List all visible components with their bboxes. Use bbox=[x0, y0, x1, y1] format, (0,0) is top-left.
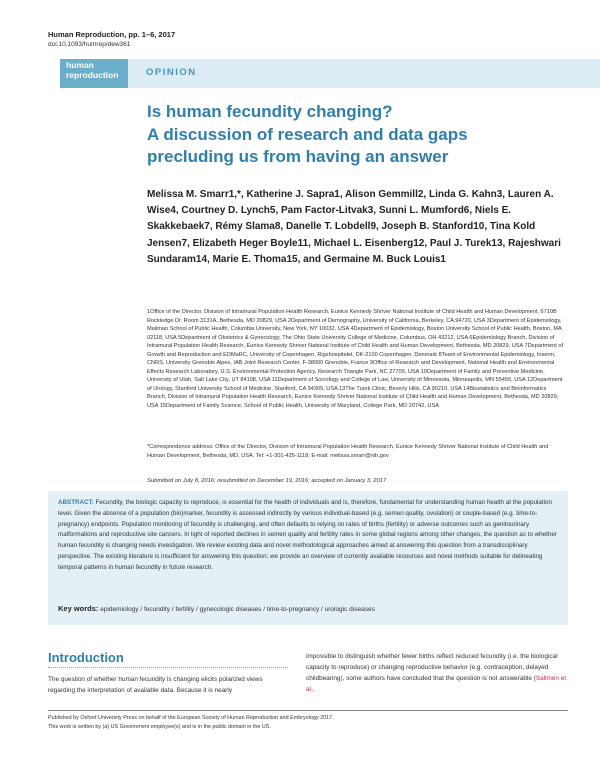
logo-line-1: human bbox=[66, 60, 94, 70]
citation-link[interactable]: Sallmén et al., bbox=[306, 675, 567, 694]
title-line-2: A discussion of research and data gaps bbox=[147, 124, 468, 144]
introduction-heading: Introduction bbox=[48, 650, 124, 665]
correspondence: *Correspondence address: Office of the Director, Division of Intramural Population Health Research, Eunice Kennedy Shriver National Institute of Child Health and Human Development, Bethesda, MD, USA. Tel: +1-301-435-1118; E-mail: melissa.smarr@nih.gov bbox=[147, 444, 549, 459]
title-line-3: precluding us from having an answer bbox=[147, 147, 449, 166]
abstract-text: Fecundity, the biologic capacity to reproduce, is essential for the health of individuals and is, therefore, fundamental for understanding human health at the population level. Given the absence of a population (bio)marker, fecundity is assessed indirectly by various individual-based (e.g. semen quality, ovulation) or couple-based (e.g. time-to-pregnancy) endpoints. Population monitoring of fecundity is challenging, and often defaults to relying on rates of births (fertility) or adverse outcomes such as genitourinary malformations and reproductive site cancers. In light of reported declines in semen quality and fertility rates in some global regions among other changes, the question as to whether human fecundity is changing needs investigation. We review existing data and novel methodological approaches aimed at answering this question from a transdisciplinary perspective. The existing literature is insufficient for answering this question; we provide an overview of currently available resources and novel methods suitable for delineating temporal patterns in human fecundity in future research. bbox=[58, 499, 557, 571]
journal-citation: Human Reproduction, pp. 1–6, 2017 bbox=[48, 30, 176, 39]
introduction-right-column bbox=[306, 651, 568, 695]
keywords bbox=[58, 604, 560, 613]
logo-line-2: reproduction bbox=[66, 69, 119, 80]
title-line-1: Is human fecundity changing? bbox=[147, 102, 393, 121]
journal-logo-text bbox=[66, 61, 118, 80]
footer bbox=[48, 714, 568, 731]
abstract bbox=[58, 498, 560, 574]
introduction-right-text: impossible to distinguish whether fewer births reflect reduced fecundity (i.e. the biological capacity to reproduce) or changing reproductive behavior (e.g. contraception, delayed childbearing), some authors have concluded that the question is not answerable ( bbox=[306, 653, 558, 683]
introduction-divider bbox=[48, 667, 288, 668]
footer-divider bbox=[48, 710, 568, 711]
abstract-label: ABSTRACT: bbox=[58, 499, 94, 506]
author-list: Melissa M. Smarr1,*, Katherine J. Sapra1, Alison Gemmill2, Linda G. Kahn3, Lauren A. Wise4, Courtney D. Lynch5, Pam Factor-Litvak3, Sunni L. Mumford6, Niels E. Skakkebaek7, Rémy Slama8, Danelle T. Lobdell9, Joseph B. Stanford10, Tina Kold Jensen7, Elizabeth Heger Boyle11, Michael L. Eisenberg12, Paul J. Turek13, Rajeshwari Sundaram14, Marie E. Thoma15, and Germaine M. Buck Louis1 bbox=[147, 189, 561, 265]
submission-dates: Submitted on July 8, 2016; resubmitted on December 19, 2016; accepted on January 3, 2017 bbox=[147, 478, 387, 484]
footer-publisher: Published by Oxford University Press on behalf of the European Society of Human Reproduction and Embryology 2017. bbox=[48, 715, 334, 721]
affiliations: 1Office of the Director, Division of Intramural Population Health Research, Eunice Kennedy Shriver National Institute of Child Health and Human Development, 6710B Rockledge Dr. Room 3131A, Bethesda, MD 20829, USA 2Department of Demography, University of California, Berkeley, CA 94720, USA 3Department of Epidemiology, Mailman School of Public Health, Columbia University, New York, NY 10032, USA 4Department of Epidemiology, Boston University School of Public Health, Boston, MA 02118, USA 5Department of Obstetrics & Gynecology, The Ohio State University College of Medicine, Columbus, OH 43212, USA 6Epidemiology Branch, Division of Intramural Population Health Research, Eunice Kennedy Shriver National Institute of Child Health and Human Development, Bethesda, MD 20829, USA 7Department of Growth and Reproduction and EDMaRC, University of Copenhagen, Rigshospitalet, DK-2100 Copenhagen, Denmark 8Team of Environmental Epidemiology, Inserm, CNRS, University Grenoble Alpes, IAB Joint Research Center, F-38000 Grenoble, France 9Office of Research and Development, National Health and Environmental Effects Research Laboratory, U.S. Environmental Protection Agency, Research Triangle Park, NC 27709, USA 10Department of Family and Preventive Medicine, University of Utah, Salt Lake City, UT 84108, USA 11Department of Sociology and College of Law, University of Minnesota, Minneapolis, MN 55455, USA 12Department of Urology, Stanford University School of Medicine, Stanford, CA 94305, USA 13The Turek Clinic, Beverly Hills, CA 90210, USA 14Biostatistics and Bioinformatics Branch, Division of Intramural Population Health Research, Eunice Kennedy Shriver National Institute of Child Health and Human Development, Bethesda, MD 20829, USA 15Department of Family Science, School of Public Health, University of Maryland, College Park, MD 20742, USA bbox=[147, 309, 564, 409]
section-band bbox=[128, 59, 600, 88]
doi[interactable]: doi:10.1093/humrep/dew361 bbox=[48, 41, 131, 48]
keywords-text: epidemiology / fecundity / fertility / gynecologic diseases / time-to-pregnancy / urologic diseases bbox=[100, 606, 375, 613]
keywords-label: Key words: bbox=[58, 604, 99, 613]
introduction-left-column: The question of whether human fecundity is changing elicits polarized views regarding the interpretation of available data. Because it is nearly bbox=[48, 676, 263, 694]
article-title bbox=[147, 101, 567, 169]
footer-license: This work is written by (a) US Government employee(s) and is in the public domain in the US. bbox=[48, 723, 271, 730]
section-label: OPINION bbox=[146, 67, 197, 78]
